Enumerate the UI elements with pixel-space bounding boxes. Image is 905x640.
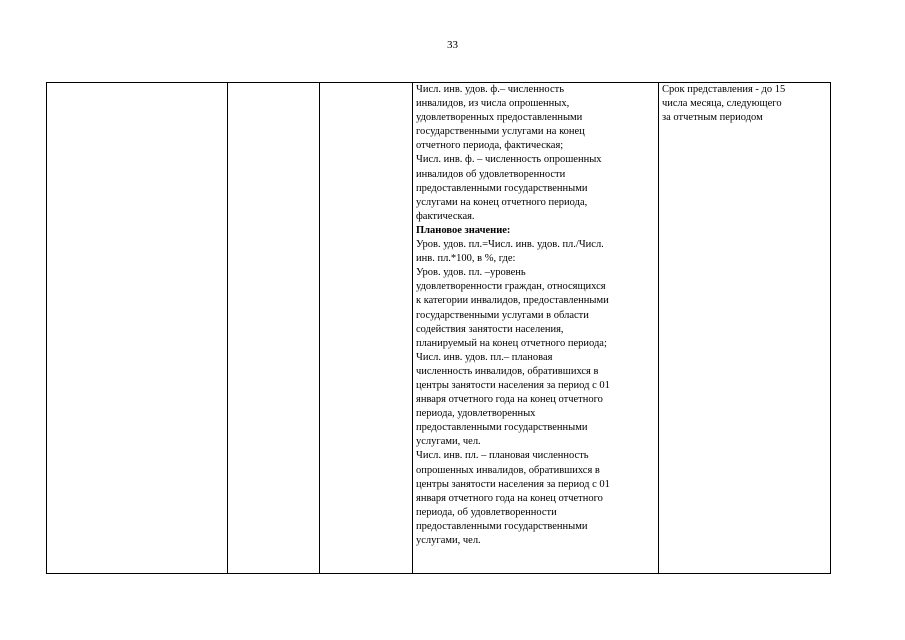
table-row [47, 83, 831, 574]
table-cell-empty-2 [228, 83, 320, 574]
section-heading: Плановое значение: [416, 224, 511, 236]
text-line: к категории инвалидов, предоставленными [416, 295, 609, 307]
text-line: января отчетного года на конец отчетного [416, 394, 603, 406]
text-line: услугами, чел. [416, 535, 481, 546]
deadline-text-line: числа месяца, следующего [662, 98, 782, 110]
text-line: Уров. удов. пл.=Числ. инв. удов. пл./Числ. [416, 239, 604, 251]
text-line: центры занятости населения за период с 01 [416, 379, 610, 391]
text-line: Уров. удов. пл. –уровень [416, 267, 526, 279]
text-line: удовлетворенных предоставленными [416, 112, 583, 124]
text-line: инвалидов об удовлетворенности [416, 168, 566, 180]
table-cell-empty-3 [320, 83, 413, 574]
text-line: опрошенных инвалидов, обратившихся в [416, 464, 600, 476]
text-line: Числ. инв. удов. пл.– плановая [416, 351, 553, 363]
indicator-table [46, 82, 831, 574]
table-cell-calculation-method [413, 83, 659, 574]
text-line: фактическая. [416, 210, 475, 222]
text-line: инвалидов, из числа опрошенных, [416, 98, 570, 110]
text-line: Числ. инв. пл. – плановая численность [416, 450, 589, 462]
text-line: содействия занятости населения, [416, 323, 564, 335]
text-line: периода, об удовлетворенности [416, 506, 557, 518]
text-line: отчетного периода, фактическая; [416, 140, 564, 152]
text-line: Числ. инв. удов. ф.– численность [416, 84, 564, 95]
text-line: услугами на конец отчетного периода, [416, 196, 588, 208]
text-line: периода, удовлетворенных [416, 408, 536, 420]
text-line: инв. пл.*100, в %, где: [416, 253, 516, 265]
text-line: удовлетворенности граждан, относящихся [416, 281, 606, 293]
text-line: предоставленными государственными [416, 182, 588, 194]
text-line: Числ. инв. ф. – численность опрошенных [416, 154, 602, 166]
text-line: государственными услугами в области [416, 309, 589, 321]
text-line: численность инвалидов, обратившихся в [416, 365, 599, 377]
text-line: января отчетного года на конец отчетного [416, 492, 603, 504]
text-line: предоставленными государственными [416, 422, 588, 434]
page-number: 33 [447, 39, 458, 51]
table-cell-empty-1 [47, 83, 228, 574]
deadline-text-line: Срок представления - до 15 [662, 84, 786, 95]
deadline-text-line: за отчетным периодом [662, 112, 763, 124]
text-line: услугами, чел. [416, 436, 481, 448]
table-cell-reporting-deadline [659, 83, 831, 574]
text-line: предоставленными государственными [416, 520, 588, 532]
text-line: планируемый на конец отчетного периода; [416, 337, 607, 349]
text-line: центры занятости населения за период с 01 [416, 478, 610, 490]
text-line: государственными услугами на конец [416, 126, 585, 138]
